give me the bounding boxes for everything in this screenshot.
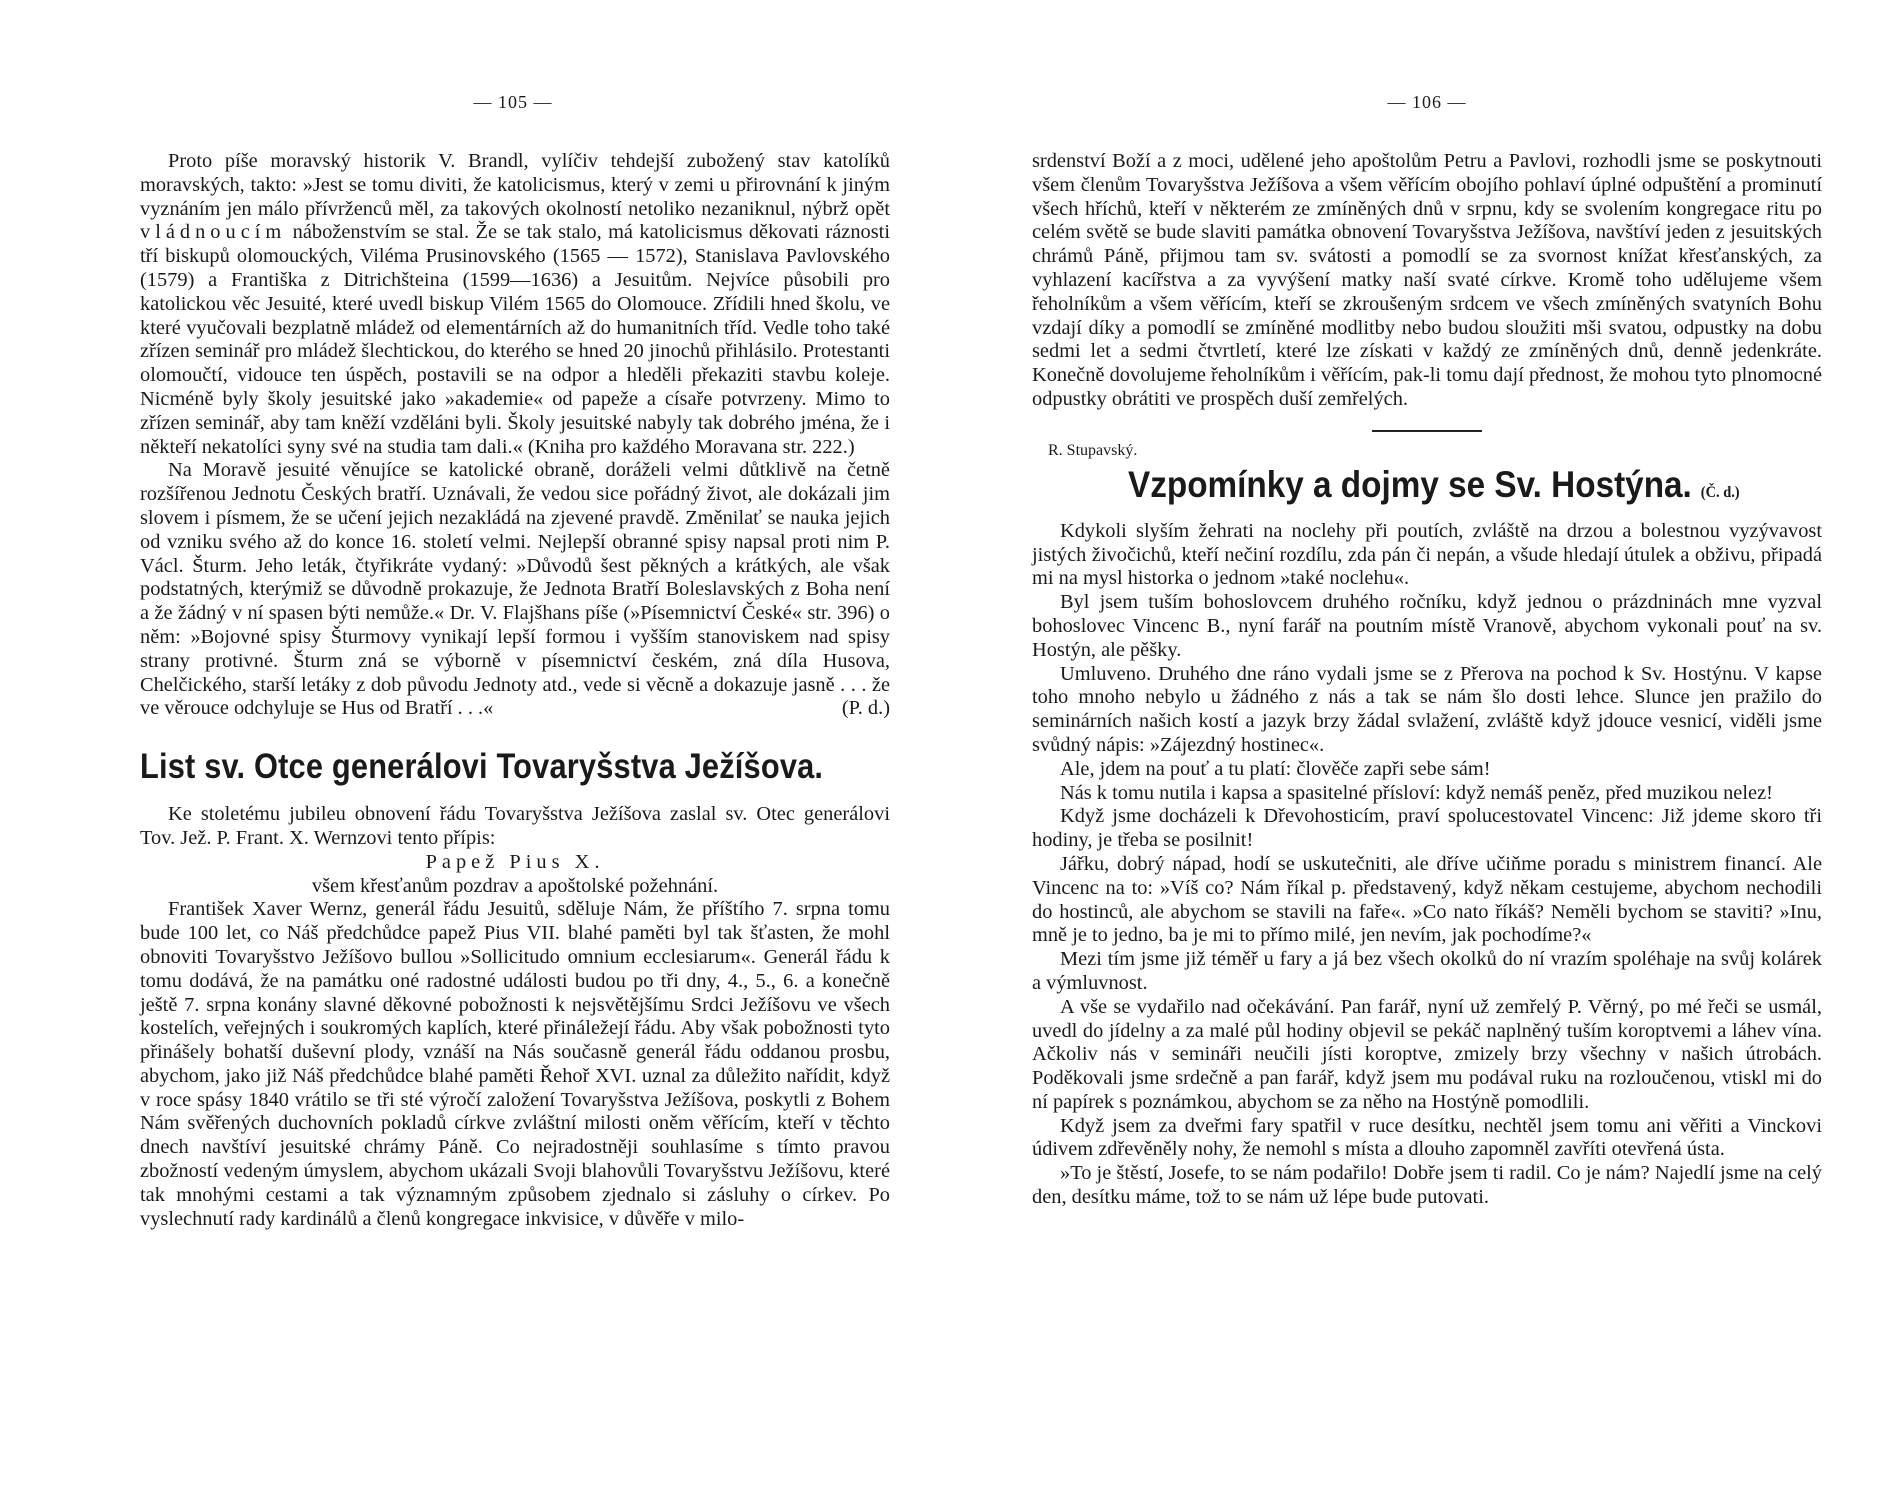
article-title-text: Vzpomínky a dojmy se Sv. Hostýna. <box>1128 463 1692 505</box>
divider <box>1372 430 1482 432</box>
pope-heading: Papež Pius X. <box>425 850 605 873</box>
paragraph: A vše se vydařilo nad očekávání. Pan farář, nyní už zemřelý P. Věrný, po mé řeči se usmál, uvedl do jídelny a za malé půl hodiny objevil se pekáč naplněný tuším koroptvemi a láhev vína. Ačkoliv nás v semináři neučili jísti koroptve, zmizely brzy všechny v našich útrobách. Poděkovali jsme srdečně a pan farář, když jsem mu podával ruku na rozloučenou, vtiskl mi do ní papírek s poznámkou, abychom se za něho na Hostýně pomodlili. <box>1032 995 1822 1113</box>
greeting: všem křesťanům pozdrav a apoštolské požehnání. <box>311 874 719 897</box>
paragraph <box>140 150 890 459</box>
continuation-note: (P. d.) <box>841 697 890 720</box>
paragraph: Umluveno. Druhého dne ráno vydali jsme se z Přerova na pochod k Sv. Hostýnu. V kapse toho mnoho nebylo u žádného z nás a tak se nám šlo dosti lehce. Slunce jen pražilo do seminárních našich kostí a jazyk brzy žádal svlažení, zvláště když jdouce vesnicí, viděli jsme svůdný nápis: »Zájezdný hostinec«. <box>1032 662 1822 756</box>
page-number: — 106 — <box>1387 92 1467 112</box>
left-page <box>128 0 898 1500</box>
page-number: — 105 — <box>473 92 553 112</box>
continuation-note: (Č. d.) <box>1700 483 1740 501</box>
left-body <box>140 150 890 1231</box>
paragraph: František Xaver Wernz, generál řádu Jesuitů, sděluje Nám, že příštího 7. srpna tomu bude 100 let, co Náš předchůdce papež Pius VII. blahé paměti byl tak šťasten, že mohl obnoviti Tovaryšstvo Ježíšovo bullou »Sollicitudo omnium ecclesiarum«. Generál řádu k tomu dodává, že na památku oné radostné události budou po tři dny, 4., 5., 6. a konečně ještě 7. srpna konány slavné děkovné pobožnosti k nejsvětějšímu Srdci Ježíšovu ve všech kostelích, veřejných i soukromých kaplích, které přináležejí řádu. Aby však pobožnosti tyto přinášely bohatší duševní plody, vznáší na Nás současně generál řádu oddanou prosbu, abychom, jako již Náš předchůdce blahé paměti Řehoř XVI. uznal za důležito nařídit, když v roce spásy 1840 vrátilo se tři sté výročí založení Tovaryšstva Ježíšova, poskytli z Bohem Nám svěřených duchovních pokladů církve zvláštní milosti oněm věřícím, kteří v těchto dnech navštíví jesuitské chrámy Páně. Co nejradostněji souhlasíme s tímto pravou zbožností vedeným úmyslem, abychom ukázali Svoji blahovůli Tovaryšstvu Ježíšovu, které tak mnohými cestami a tak významným způsobem zjednalo si zásluhy o církev. Po vyslechnutí rady kardinálů a členů kongregace inkvisice, v důvěře v milo- <box>140 898 890 1230</box>
paragraph <box>140 459 890 721</box>
paragraph: Ale, jdem na pouť a tu platí: člověče zapři sebe sám! <box>1060 757 1491 780</box>
right-page <box>1032 0 1822 1500</box>
paragraph: srdenství Boží a z moci, udělené jeho apoštolům Petru a Pavlovi, rozhodli jsme se poskytnouti všem členům Tovaryšstva Ježíšova a všem věřícím obojího pohlaví úplné odpuštění a prominutí všech hříchů, kteří v některém ze zmíněných dnů v srpnu, kdy se svolením kongregace ritu po celém světě se bude slaviti památka obnovení Tovaryšstva Ježíšova, navštíví jeden z jesuitských chrámů Páně, přijmou tam sv. svátosti a pomodlí se za svornost knížat křesťanských, za vyhlazení kacířstva a za vyvýšení matky naší svaté církve. Kromě toho udělujeme všem řeholníkům a všem věřícím, kteří se zkroušeným srdcem ve všech zmíněných svatyních Bohu vzdají díky a pomodlí se zmíněné modlitby nebo budou sloužiti mši svatou, odpustky na dobu sedmi let a sedmi čtvrtletí, které lze získati v každý ze zmíněných dnů, denně jedenkráte. Konečně dovolujeme řeholníkům i věřícím, pak-li tomu dají přednost, že mohou tyto plnomocné odpustky obrátiti ve prospěch duší zemřelých. <box>1032 150 1822 410</box>
paragraph: Byl jsem tuším bohoslovcem druhého ročníku, když jednou o prázdninách mne vyzval bohoslovec Vincenc B., nyní farář na poutním místě Vranově, abychom vykonali pouť na sv. Hostýn, ale pěšky. <box>1032 591 1822 661</box>
paragraph-text: Proto píše moravský historik V. Brandl, vylíčiv tehdejší zubožený stav katolíků moravských, takto: »Jest se tomu diviti, že katolicismus, který v zemi u přirovnání k jiným vyznáním jen málo přívrženců měl, za takových okolností netoliko nezaniknul, nýbrž opět <box>140 150 890 220</box>
paragraph: Nás k tomu nutila i kapsa a spasitelné přísloví: když nemáš peněz, před muzikou nelez! <box>1060 781 1773 804</box>
paragraph: Mezi tím jsme již téměř u fary a já bez všech okolků do ní vrazím spoléhaje na svůj kolárek a výmluvnost. <box>1032 948 1822 994</box>
paragraph: Když jsme docházeli k Dřevohosticím, praví spolucestovatel Vincenc: Již jdeme skoro tři hodiny, je třeba se posilnit! <box>1032 805 1822 852</box>
paragraph: Kdykoli slyším žehrati na noclehy při poutích, zvláště na drzou a bolestnou vyzývavost jistých živočichů, kteří nečiní rozdílu, zda pán či nepán, a všude hledají útulek a obživu, připadá mi na mysl historka o jednom »také noclehu«. <box>1032 519 1822 590</box>
right-body <box>1032 150 1822 1210</box>
paragraph: Jářku, dobrý nápad, hodí se uskutečniti, ale dříve učiňme poradu s ministrem financí. Ale Vincenc na to: »Víš co? Nám říkal p. představený, když někam cestujeme, abychom nechodili do hostinců, ale abychom se stavili na faře«. »Co nato říkáš? Neměli bychom se staviti? »Inu, mně je to jedno, ba je mi to přímo milé, jen nevím, jak pochodíme?« <box>1032 852 1822 947</box>
paragraph-text: náboženstvím se stal. Že se tak stalo, má katolicismus děkovati ráznosti tří biskupů olomouckých, Viléma Prusinovského (1565 — 1572), Stanislava Pavlovského (1579) a Františka z Ditrichšteina (1599—1636) a Jesuitům. Nejvíce působili pro katolickou věc Jesuité, které uvedl biskup Vilém 1565 do Olomouce. Zřídili hned školu, ve které vyučovali bezplatně mládež od elementárních až do humanitních tříd. Vedle toho také zřízen seminář pro mládež šlechtickou, do kterého se hned 20 jinochů přihlásilo. Protestanti olomoučtí, vidouce ten úspěch, postavili se na odpor a hleděli překaziti stavbu koleje. Nicméně byly školy jesuitské jako »akademie« od papeže a císaře potvrzeny. Mimo to zřízen seminář, aby tam kněží vzděláni byli. Školy jesuitské nabyly tak dobrého jména, že i někteří nekatolíci syny své na studia tam dali.« (Kniha pro každého Moravana str. 222.) <box>140 221 890 458</box>
paragraph: Když jsem za dveřmi fary spatřil v ruce desítku, nechtěl jsem tomu ani věřiti a Vinckovi údivem zdřevěněly nohy, že nemohl s místa a dlouho zapomněl zavříti otevřená ústa. <box>1032 1114 1822 1161</box>
spaced-word: vládnoucím <box>140 221 287 244</box>
article-author: R. Stupavský. <box>1048 441 1138 459</box>
intro-paragraph: Ke stoletému jubileu obnovení řádu Tovaryšstva Ježíšova zaslal sv. Otec generálovi Tov. Jež. P. Frant. X. Wernzovi tento přípis: <box>140 803 890 849</box>
paragraph-text: Na Moravě jesuité věnujíce se katolické obraně, doráželi velmi důtklivě na četně rozšířenou Jednotu Českých bratří. Uznávali, že vedou sice pořádný život, ale dokázali jim slovem i písmem, že se učení jejich nezakládá na zjevené pravdě. Změnilať se nauka jejich od vzniku svého až do konce 16. století velmi. Nejlepší obranné spisy napsal proti nim P. Václ. Šturm. Jeho leták, čtyřikráte vydaný: »Důvodů šest pěkných a krátkých, ale však podstatných, kterýmiž se důvodně prokazuje, že Jednota Bratří Boleslavských z Boha není a že žádný v ní spasen býti nemůže.« Dr. V. Flajšhans píše (»Písemnictví České« str. 396) o něm: »Bojovné spisy Šturmovy vynikají lepší formou i vyšším stanoviskem nad spisy strany protivné. Šturm zná se výborně v písemnictví českém, zná díla Husova, Chelčického, starší letáky z dob původu Jednoty atd., vede si věcně a dokazuje jasně . . . že ve věrouce odchyluje se Hus od Bratří . . .« <box>140 459 890 720</box>
article-title <box>1128 464 1753 506</box>
paragraph: »To je štěstí, Josefe, to se nám podařilo! Dobře jsem ti radil. Co je nám? Najedlí jsme na celý den, desítku máme, tož to se nám už lépe bude putovati. <box>1032 1162 1822 1209</box>
section-title: List sv. Otce generálovi Tovaryšstva Ježíšova. <box>140 747 824 787</box>
